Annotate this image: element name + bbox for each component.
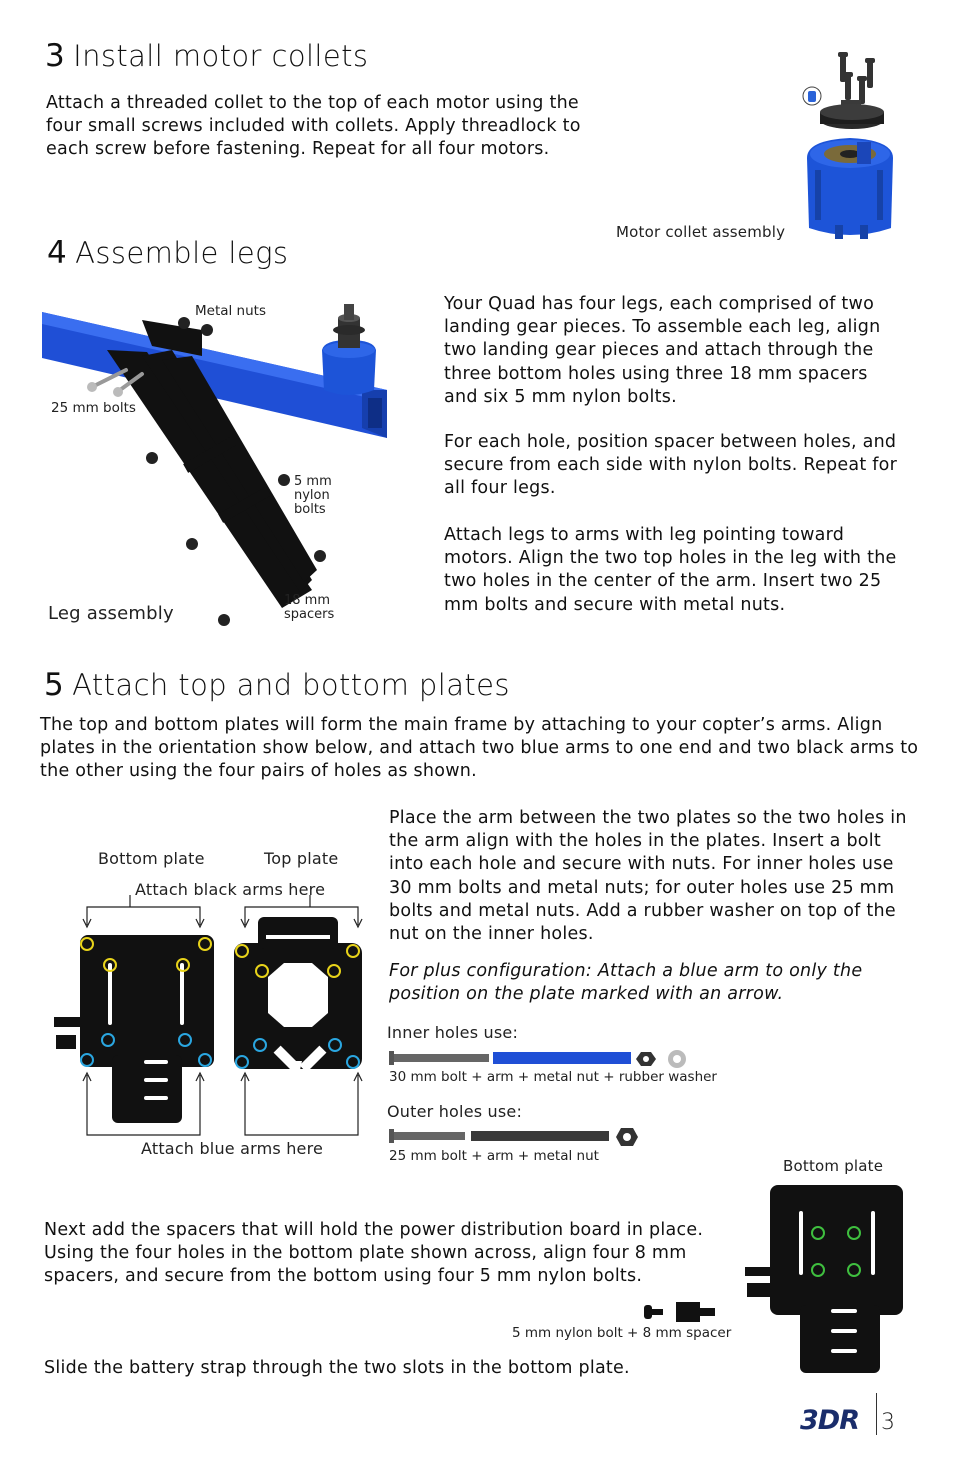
threadlock-bottle	[803, 87, 821, 105]
label-nylon-bolts-line2: nylon	[294, 488, 330, 503]
25mm-bolt-icon	[393, 1132, 465, 1140]
step3-heading	[45, 38, 368, 74]
label-18mm-spacers	[284, 594, 334, 622]
outer-holes-hardware	[389, 1126, 649, 1148]
step4-paragraph-3: Attach legs to arms with leg pointing toward motors. Align the two top holes in the leg with the two holes in the center of the arm. Insert two 25 mm bolts and secure with metal nuts.	[444, 525, 897, 615]
bottom-plate-shape	[54, 935, 214, 1123]
step4-title: Assemble legs	[75, 236, 289, 270]
step5-intro: The top and bottom plates will form the main frame by attaching to your copter’s arms. Align plates in the orientation show below, and attach two blue arms to one end and two black arms to the other using the four pairs of holes as shown.	[40, 715, 919, 782]
arm-motor	[322, 304, 376, 395]
step5-plus-config-note: For plus configuration: Attach a blue arm to only the position on the plate marked with an arrow.	[389, 961, 863, 1005]
label-attach-black-arms: Attach black arms here	[135, 880, 326, 899]
label-nylon-bolts	[294, 475, 332, 517]
label-spacers-line1: 18 mm	[284, 593, 331, 608]
3dr-logo-text: 3DR	[800, 1405, 859, 1436]
label-nylon-bolts-line3: bolts	[294, 502, 326, 517]
black-arm-icon	[471, 1131, 609, 1141]
step3-number: 3	[45, 38, 66, 74]
label-bottom-plate: Bottom plate	[98, 849, 205, 868]
plates-illustration	[50, 895, 370, 1140]
label-nylon-bolts-line1: 5 mm	[294, 474, 332, 489]
label-top-plate: Top plate	[264, 849, 339, 868]
step5-spacers-paragraph: Next add the spacers that will hold the power distribution board in place. Using the four holes in the bottom plate shown across, align four 8 mm spacers, and secure from the bottom using four 5 mm nylon bolts.	[44, 1220, 704, 1287]
spacer-caption: 5 mm nylon bolt + 8 mm spacer	[512, 1325, 732, 1341]
label-spacers-line2: spacers	[284, 607, 335, 622]
collet-screws	[838, 52, 875, 104]
step4-paragraph-2: For each hole, position spacer between holes, and secure from each side with nylon bolts. Repeat for all four legs.	[444, 432, 898, 499]
leg-assembly-caption: Leg assembly	[48, 603, 174, 624]
bottom-plate-spacer-label: Bottom plate	[783, 1157, 884, 1175]
footer-divider	[876, 1393, 877, 1435]
step4-number: 4	[47, 235, 68, 271]
nylon-bolt-spacer-icon	[644, 1302, 716, 1322]
motor-collet-illustration	[795, 50, 905, 245]
outer-holes-heading: Outer holes use:	[387, 1102, 523, 1121]
30mm-bolt-icon	[393, 1054, 489, 1062]
bottom-plate-spacers-illustration	[745, 1185, 910, 1375]
inner-holes-hardware	[389, 1048, 689, 1070]
step3-title: Install motor collets	[73, 39, 369, 73]
top-plate-center-cutout	[268, 963, 328, 1027]
step4-heading	[47, 235, 288, 271]
blue-arm-icon	[493, 1052, 631, 1064]
motor-collet-caption: Motor collet assembly	[616, 223, 786, 241]
label-25mm-bolts: 25 mm bolts	[51, 400, 136, 416]
step5-title: Attach top and bottom plates	[72, 668, 510, 702]
page-number: 3	[881, 1410, 895, 1435]
3dr-logo	[800, 1404, 870, 1438]
step5-number: 5	[44, 667, 65, 703]
inner-holes-heading: Inner holes use:	[387, 1023, 519, 1042]
label-metal-nuts: Metal nuts	[195, 303, 267, 319]
top-plate-slot	[266, 935, 330, 939]
step5-heading	[44, 667, 510, 703]
step4-paragraph-1: Your Quad has four legs, each comprised of two landing gear pieces. To assemble each leg, align two landing gear pieces and attach through the three bottom holes using three 18 mm spacers and six 5 mm nylon bolts.	[444, 294, 881, 407]
step5-paragraph-1: Place the arm between the two plates so the two holes in the arm align with the holes in the plates. Insert a bolt into each hole and secure with nuts. For inner holes use 30 mm bolts and metal nuts; for outer holes use 25 mm bolts and metal nuts. Add a rubber washer on top of the nut on the inner holes.	[389, 808, 907, 945]
step3-body: Attach a threaded collet to the top of each motor using the four small screws included with collets. Apply threadlock to each screw before fastening. Repeat for all four motors.	[46, 93, 581, 160]
battery-strap-paragraph: Slide the battery strap through the two slots in the bottom plate.	[44, 1358, 630, 1378]
label-attach-blue-arms: Attach blue arms here	[141, 1139, 324, 1158]
outer-holes-caption: 25 mm bolt + arm + metal nut	[389, 1148, 599, 1164]
leg-assembly-illustration	[42, 290, 402, 640]
inner-holes-caption: 30 mm bolt + arm + metal nut + rubber washer	[389, 1069, 717, 1085]
